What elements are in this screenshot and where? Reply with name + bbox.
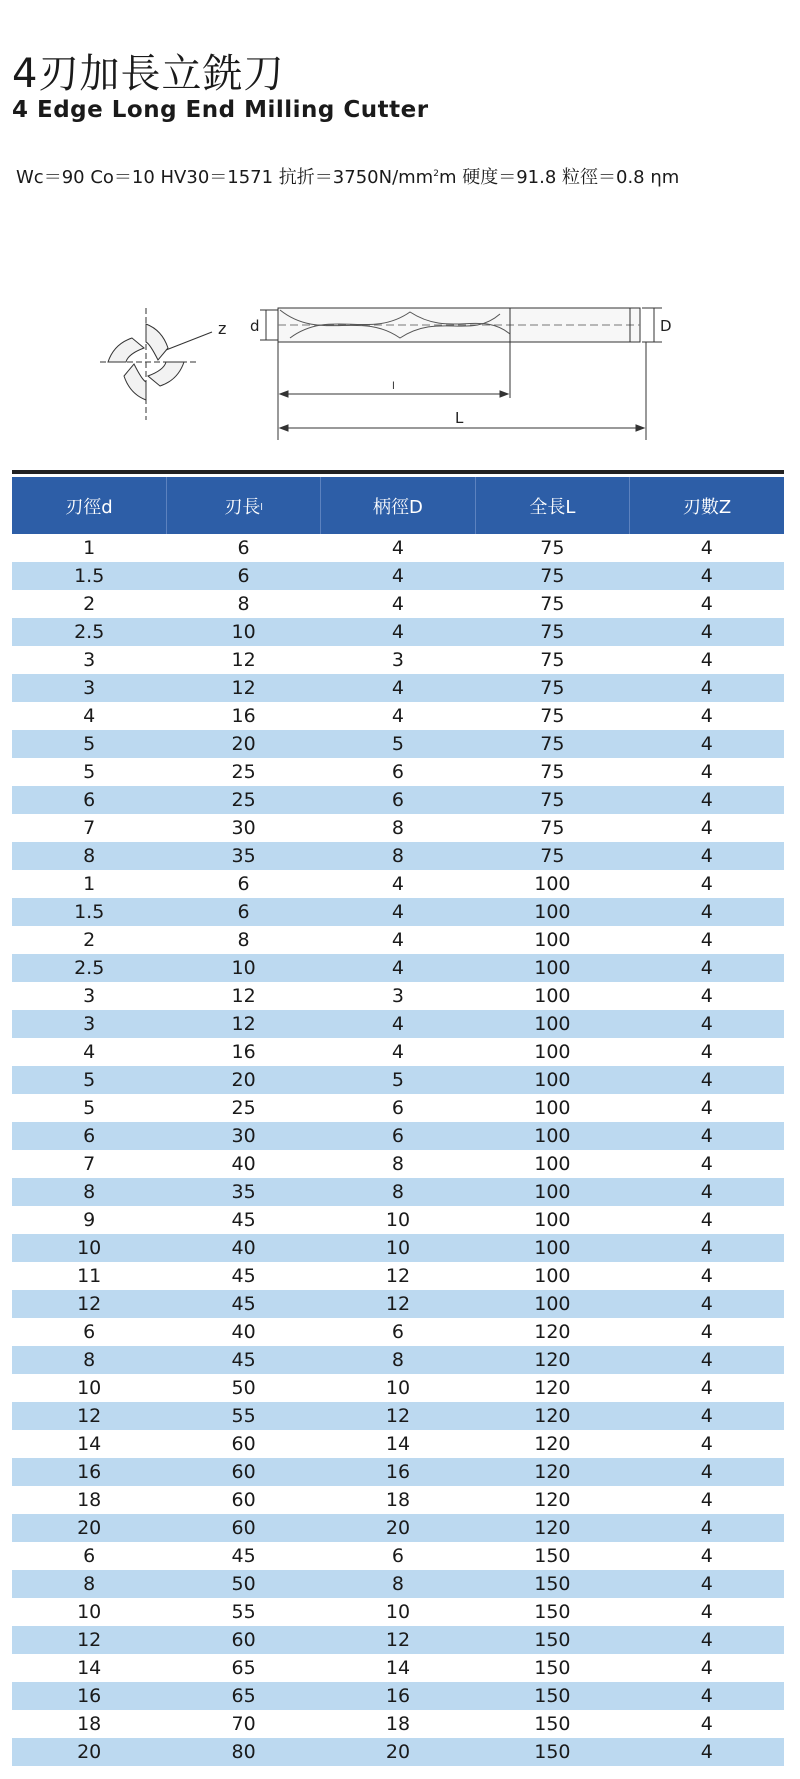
cell-edge-diameter: 5 — [83, 761, 96, 783]
cell-edge-diameter: 14 — [77, 1657, 102, 1679]
cell-total-length: 100 — [475, 1234, 629, 1262]
table-row — [12, 1122, 784, 1150]
cell-flute-count: 4 — [700, 1377, 713, 1399]
cell-flute-count: 4 — [630, 1682, 784, 1710]
cell-flute-count: 4 — [630, 1122, 784, 1150]
cell-flute-count: 4 — [630, 1066, 784, 1094]
title-chinese: 4刃加長立銑刀 — [12, 51, 285, 97]
cell-shank-diameter: 5 — [321, 730, 475, 758]
cell-total-length: 75 — [540, 817, 565, 839]
cell-total-length: 120 — [534, 1377, 571, 1399]
cell-shank-diameter: 10 — [385, 1601, 411, 1623]
cell-flute-count: 4 — [700, 537, 713, 559]
cell-edge-length: 35 — [166, 842, 320, 870]
label-L: L — [455, 409, 464, 427]
cell-total-length: 120 — [534, 1489, 571, 1511]
cell-edge-diameter: 3 — [12, 674, 166, 702]
cell-total-length: 75 — [475, 842, 629, 870]
cell-edge-diameter: 1 — [83, 873, 96, 895]
cell-flute-count: 4 — [630, 1514, 784, 1542]
cell-shank-diameter: 14 — [385, 1433, 411, 1455]
cell-edge-diameter: 6 — [83, 1321, 96, 1343]
cell-edge-length: 20 — [166, 1066, 320, 1094]
cell-edge-length: 40 — [231, 1321, 256, 1343]
cell-total-length: 75 — [475, 562, 629, 590]
cell-shank-diameter: 10 — [385, 1209, 411, 1231]
table-row — [12, 590, 784, 618]
table-header-row — [12, 477, 784, 534]
table-row — [12, 1654, 784, 1682]
cell-edge-length: 12 — [231, 649, 256, 671]
table-row — [12, 562, 784, 590]
cell-edge-length: 12 — [166, 674, 320, 702]
cell-flute-count: 4 — [630, 562, 784, 590]
cell-edge-diameter: 1.5 — [12, 562, 166, 590]
cell-total-length: 100 — [534, 1097, 571, 1119]
table-row — [12, 702, 784, 730]
cell-edge-length: 45 — [166, 1290, 320, 1318]
cell-shank-diameter: 8 — [391, 817, 405, 839]
cell-shank-diameter: 12 — [321, 1626, 475, 1654]
cell-flute-count: 4 — [700, 1489, 713, 1511]
table-row — [12, 1038, 784, 1066]
table-row — [12, 1430, 784, 1458]
cell-flute-count: 4 — [700, 1321, 713, 1343]
cell-flute-count: 4 — [630, 842, 784, 870]
cell-flute-count: 4 — [700, 873, 713, 895]
cell-shank-diameter: 6 — [391, 1545, 405, 1567]
table-body — [12, 534, 784, 1766]
cell-flute-count: 4 — [700, 817, 713, 839]
section-divider — [12, 470, 784, 474]
cell-flute-count: 4 — [700, 1265, 713, 1287]
table-row — [12, 1290, 784, 1318]
cutter-diagram — [0, 290, 800, 450]
table-row — [12, 1150, 784, 1178]
cell-flute-count: 4 — [700, 929, 713, 951]
cell-edge-length: 40 — [166, 1234, 320, 1262]
cell-total-length: 100 — [534, 985, 571, 1007]
spec-text-a: Wc＝90 Co＝10 HV30＝1571 抗折＝3750N/mm — [16, 167, 434, 188]
cell-total-length: 150 — [534, 1657, 571, 1679]
cell-total-length: 100 — [475, 1290, 629, 1318]
cell-edge-diameter: 10 — [77, 1377, 102, 1399]
cell-edge-length: 30 — [231, 817, 256, 839]
cell-edge-diameter: 2 — [83, 593, 96, 615]
table-row — [12, 1570, 784, 1598]
cell-total-length: 75 — [475, 674, 629, 702]
cell-total-length: 120 — [534, 1321, 571, 1343]
cell-edge-diameter: 8 — [12, 1346, 166, 1374]
table-row — [12, 758, 784, 786]
cell-edge-length: 8 — [237, 929, 250, 951]
cell-total-length: 75 — [540, 761, 565, 783]
cell-total-length: 100 — [534, 1041, 571, 1063]
table-row — [12, 1626, 784, 1654]
cell-flute-count: 4 — [630, 786, 784, 814]
table-row — [12, 1094, 784, 1122]
cell-total-length: 100 — [475, 898, 629, 926]
cell-edge-diameter: 8 — [12, 842, 166, 870]
cell-flute-count: 4 — [700, 1153, 713, 1175]
cell-edge-length: 40 — [231, 1153, 256, 1175]
cell-edge-length: 25 — [166, 786, 320, 814]
cell-shank-diameter: 6 — [391, 761, 405, 783]
cell-edge-length: 25 — [231, 1097, 256, 1119]
table-row — [12, 842, 784, 870]
cell-edge-length: 6 — [237, 873, 250, 895]
cell-edge-length: 30 — [166, 1122, 320, 1150]
cell-edge-length: 55 — [231, 1601, 256, 1623]
table-row — [12, 1066, 784, 1094]
cell-shank-diameter: 3 — [391, 985, 405, 1007]
cell-edge-length: 10 — [166, 954, 320, 982]
cell-flute-count: 4 — [700, 1209, 713, 1231]
cell-edge-length: 55 — [166, 1402, 320, 1430]
header-edge-diameter: 刃徑d — [12, 477, 166, 534]
cell-total-length: 100 — [534, 929, 571, 951]
cell-total-length: 100 — [534, 873, 571, 895]
table-row — [12, 674, 784, 702]
cell-flute-count: 4 — [630, 1626, 784, 1654]
cell-edge-diameter: 1 — [83, 537, 96, 559]
cell-edge-diameter: 18 — [77, 1713, 102, 1735]
cell-edge-diameter: 7 — [83, 1153, 96, 1175]
cell-edge-diameter: 6 — [83, 1545, 96, 1567]
cell-edge-length: 50 — [166, 1570, 320, 1598]
cell-flute-count: 4 — [630, 1458, 784, 1486]
cell-flute-count: 4 — [630, 1290, 784, 1318]
cell-edge-length: 45 — [166, 1346, 320, 1374]
cell-edge-length: 16 — [231, 1041, 256, 1063]
cell-edge-diameter: 5 — [12, 1066, 166, 1094]
cell-total-length: 100 — [534, 1209, 571, 1231]
cell-shank-diameter: 16 — [321, 1682, 475, 1710]
cell-edge-diameter: 18 — [77, 1489, 102, 1511]
cell-edge-length: 12 — [166, 1010, 320, 1038]
table-row — [12, 1374, 784, 1402]
table-row — [12, 1542, 784, 1570]
cell-shank-diameter: 10 — [321, 1234, 475, 1262]
label-z: z — [218, 319, 227, 338]
cell-edge-diameter: 2.5 — [12, 618, 166, 646]
cell-edge-length: 8 — [237, 593, 250, 615]
cell-edge-length: 60 — [166, 1514, 320, 1542]
cell-shank-diameter: 12 — [321, 1290, 475, 1318]
table-row — [12, 1458, 784, 1486]
cell-edge-diameter: 20 — [12, 1738, 166, 1766]
cell-edge-length: 6 — [166, 562, 320, 590]
cell-shank-diameter: 3 — [391, 649, 405, 671]
cell-flute-count: 4 — [630, 1402, 784, 1430]
cell-flute-count: 4 — [630, 1570, 784, 1598]
cell-edge-length: 60 — [231, 1489, 256, 1511]
table-row — [12, 1598, 784, 1626]
cell-edge-diameter: 4 — [83, 1041, 96, 1063]
table-row — [12, 870, 784, 898]
table-row — [12, 954, 784, 982]
table-row — [12, 1262, 784, 1290]
cell-edge-diameter: 3 — [83, 985, 96, 1007]
cell-shank-diameter: 10 — [385, 1377, 411, 1399]
cell-shank-diameter: 4 — [321, 1010, 475, 1038]
cell-shank-diameter: 8 — [321, 1178, 475, 1206]
table-row — [12, 618, 784, 646]
cell-shank-diameter: 4 — [391, 873, 405, 895]
cell-edge-length: 45 — [231, 1265, 256, 1287]
cell-flute-count: 4 — [630, 618, 784, 646]
cell-total-length: 100 — [534, 1265, 571, 1287]
cell-edge-diameter: 3 — [83, 649, 96, 671]
header-shank-diameter: 柄徑D — [321, 477, 475, 534]
cell-shank-diameter: 6 — [321, 786, 475, 814]
cell-total-length: 150 — [475, 1738, 629, 1766]
table-row — [12, 898, 784, 926]
cell-total-length: 120 — [475, 1402, 629, 1430]
cell-edge-length: 20 — [166, 730, 320, 758]
cell-flute-count: 4 — [700, 1041, 713, 1063]
cell-shank-diameter: 8 — [321, 1346, 475, 1374]
cell-flute-count: 4 — [700, 761, 713, 783]
cell-edge-diameter: 12 — [12, 1626, 166, 1654]
table-row — [12, 1234, 784, 1262]
cell-edge-length: 65 — [231, 1657, 256, 1679]
cell-flute-count: 4 — [700, 1657, 713, 1679]
cell-edge-length: 16 — [231, 705, 256, 727]
table-row — [12, 1710, 784, 1738]
cell-total-length: 120 — [475, 1458, 629, 1486]
cell-total-length: 100 — [475, 954, 629, 982]
table-row — [12, 1206, 784, 1234]
cell-edge-length: 6 — [166, 898, 320, 926]
cell-edge-length: 65 — [166, 1682, 320, 1710]
table-row — [12, 1682, 784, 1710]
label-d: d — [250, 317, 260, 335]
cell-edge-diameter: 6 — [12, 1122, 166, 1150]
cell-total-length: 75 — [540, 593, 565, 615]
cell-edge-diameter: 16 — [12, 1458, 166, 1486]
cell-total-length: 100 — [475, 1178, 629, 1206]
cell-flute-count: 4 — [630, 1738, 784, 1766]
table-row — [12, 926, 784, 954]
cell-shank-diameter: 5 — [321, 1066, 475, 1094]
title-english: 4 Edge Long End Milling Cutter — [12, 97, 429, 123]
cell-total-length: 75 — [475, 618, 629, 646]
cell-total-length: 120 — [475, 1346, 629, 1374]
cell-flute-count: 4 — [700, 705, 713, 727]
cell-total-length: 150 — [534, 1713, 571, 1735]
material-spec-line — [16, 163, 679, 189]
table-row — [12, 1318, 784, 1346]
table-row — [12, 534, 784, 562]
cell-edge-diameter: 3 — [12, 1010, 166, 1038]
cell-shank-diameter: 6 — [391, 1097, 405, 1119]
cell-flute-count: 4 — [630, 1178, 784, 1206]
cell-shank-diameter: 18 — [385, 1489, 411, 1511]
cell-edge-diameter: 5 — [83, 1097, 96, 1119]
cell-edge-diameter: 16 — [12, 1682, 166, 1710]
header-flute-count: 刃數Z — [630, 477, 784, 534]
table-row — [12, 1178, 784, 1206]
cell-total-length: 150 — [475, 1570, 629, 1598]
cell-edge-diameter: 8 — [12, 1570, 166, 1598]
label-l: l — [392, 381, 395, 392]
label-D: D — [660, 317, 672, 335]
cell-flute-count: 4 — [700, 1433, 713, 1455]
cell-edge-diameter: 4 — [83, 705, 96, 727]
cell-shank-diameter: 4 — [321, 562, 475, 590]
cell-total-length: 100 — [475, 1066, 629, 1094]
cell-edge-diameter: 1.5 — [12, 898, 166, 926]
table-row — [12, 814, 784, 842]
table-row — [12, 1486, 784, 1514]
cell-edge-diameter: 10 — [12, 1234, 166, 1262]
cell-shank-diameter: 6 — [321, 1122, 475, 1150]
cell-total-length: 120 — [534, 1433, 571, 1455]
cell-flute-count: 4 — [630, 1010, 784, 1038]
cell-edge-length: 60 — [166, 1626, 320, 1654]
cell-edge-diameter: 11 — [77, 1265, 102, 1287]
table-row — [12, 1738, 784, 1766]
header-total-length: 全長L — [475, 477, 629, 534]
cell-shank-diameter: 18 — [385, 1713, 411, 1735]
spec-superscript: 2 — [433, 169, 439, 179]
table-row — [12, 1010, 784, 1038]
cell-shank-diameter: 20 — [321, 1514, 475, 1542]
cell-shank-diameter: 4 — [321, 954, 475, 982]
cell-total-length: 150 — [475, 1682, 629, 1710]
cell-edge-length: 70 — [231, 1713, 256, 1735]
cell-shank-diameter: 4 — [391, 537, 405, 559]
cell-edge-diameter: 9 — [83, 1209, 96, 1231]
cell-total-length: 75 — [475, 730, 629, 758]
cell-flute-count: 4 — [630, 898, 784, 926]
cell-edge-length: 45 — [231, 1545, 256, 1567]
cell-shank-diameter: 4 — [321, 618, 475, 646]
spec-table — [12, 477, 784, 1766]
cell-shank-diameter: 16 — [321, 1458, 475, 1486]
cell-total-length: 75 — [540, 705, 565, 727]
cell-edge-length: 35 — [166, 1178, 320, 1206]
cell-shank-diameter: 12 — [321, 1402, 475, 1430]
cell-shank-diameter: 4 — [391, 1041, 405, 1063]
cell-edge-length: 12 — [231, 985, 256, 1007]
cell-flute-count: 4 — [700, 1601, 713, 1623]
cell-flute-count: 4 — [630, 1234, 784, 1262]
cell-flute-count: 4 — [700, 985, 713, 1007]
cell-shank-diameter: 8 — [321, 842, 475, 870]
table-row — [12, 730, 784, 758]
header-edge-length-text: 刃長 — [224, 496, 261, 518]
cell-flute-count: 4 — [630, 730, 784, 758]
cell-total-length: 75 — [540, 649, 565, 671]
cell-flute-count: 4 — [700, 649, 713, 671]
cell-shank-diameter: 12 — [385, 1265, 411, 1287]
table-row — [12, 982, 784, 1010]
cell-edge-diameter: 7 — [83, 817, 96, 839]
cell-edge-diameter: 10 — [77, 1601, 102, 1623]
cell-total-length: 150 — [534, 1545, 571, 1567]
cell-total-length: 100 — [475, 1122, 629, 1150]
cell-edge-diameter: 2 — [83, 929, 96, 951]
cell-flute-count: 4 — [700, 593, 713, 615]
cell-flute-count: 4 — [630, 954, 784, 982]
cell-total-length: 100 — [475, 1010, 629, 1038]
cell-edge-length: 6 — [237, 537, 250, 559]
cell-edge-diameter: 2.5 — [12, 954, 166, 982]
cell-shank-diameter: 14 — [385, 1657, 411, 1679]
cell-total-length: 100 — [534, 1153, 571, 1175]
cell-edge-length: 45 — [231, 1209, 256, 1231]
table-row — [12, 1402, 784, 1430]
cell-edge-diameter: 5 — [12, 730, 166, 758]
cell-edge-diameter: 12 — [12, 1402, 166, 1430]
cell-edge-diameter: 12 — [12, 1290, 166, 1318]
spec-text-b: m 硬度＝91.8 粒徑＝0.8 ηm — [438, 167, 680, 188]
cell-flute-count: 4 — [700, 1097, 713, 1119]
table-row — [12, 786, 784, 814]
cell-flute-count: 4 — [700, 1713, 713, 1735]
header-edge-length-symbol: l — [260, 502, 263, 513]
cell-edge-length: 60 — [231, 1433, 256, 1455]
cell-edge-diameter: 20 — [12, 1514, 166, 1542]
cell-flute-count: 4 — [700, 1545, 713, 1567]
table-row — [12, 1514, 784, 1542]
cell-flute-count: 4 — [630, 674, 784, 702]
table-row — [12, 1346, 784, 1374]
cell-shank-diameter: 4 — [391, 593, 405, 615]
cell-edge-length: 50 — [231, 1377, 256, 1399]
cutter-end-view — [100, 308, 212, 420]
table-row — [12, 646, 784, 674]
cell-total-length: 150 — [534, 1601, 571, 1623]
cell-shank-diameter: 4 — [321, 674, 475, 702]
cell-shank-diameter: 8 — [391, 1153, 405, 1175]
cell-edge-length: 60 — [166, 1458, 320, 1486]
cell-edge-diameter: 14 — [77, 1433, 102, 1455]
cell-edge-length: 80 — [166, 1738, 320, 1766]
header-edge-length — [166, 477, 320, 534]
cell-shank-diameter: 4 — [321, 898, 475, 926]
cell-edge-length: 25 — [231, 761, 256, 783]
cell-total-length: 150 — [475, 1626, 629, 1654]
cell-edge-length: 10 — [166, 618, 320, 646]
cell-shank-diameter: 20 — [321, 1738, 475, 1766]
cell-edge-diameter: 8 — [12, 1178, 166, 1206]
cell-shank-diameter: 4 — [391, 705, 405, 727]
cell-total-length: 75 — [540, 537, 565, 559]
cell-edge-diameter: 6 — [12, 786, 166, 814]
cell-shank-diameter: 8 — [321, 1570, 475, 1598]
cell-total-length: 75 — [475, 786, 629, 814]
cell-total-length: 120 — [475, 1514, 629, 1542]
cell-shank-diameter: 6 — [391, 1321, 405, 1343]
cell-flute-count: 4 — [630, 1346, 784, 1374]
cell-shank-diameter: 4 — [391, 929, 405, 951]
